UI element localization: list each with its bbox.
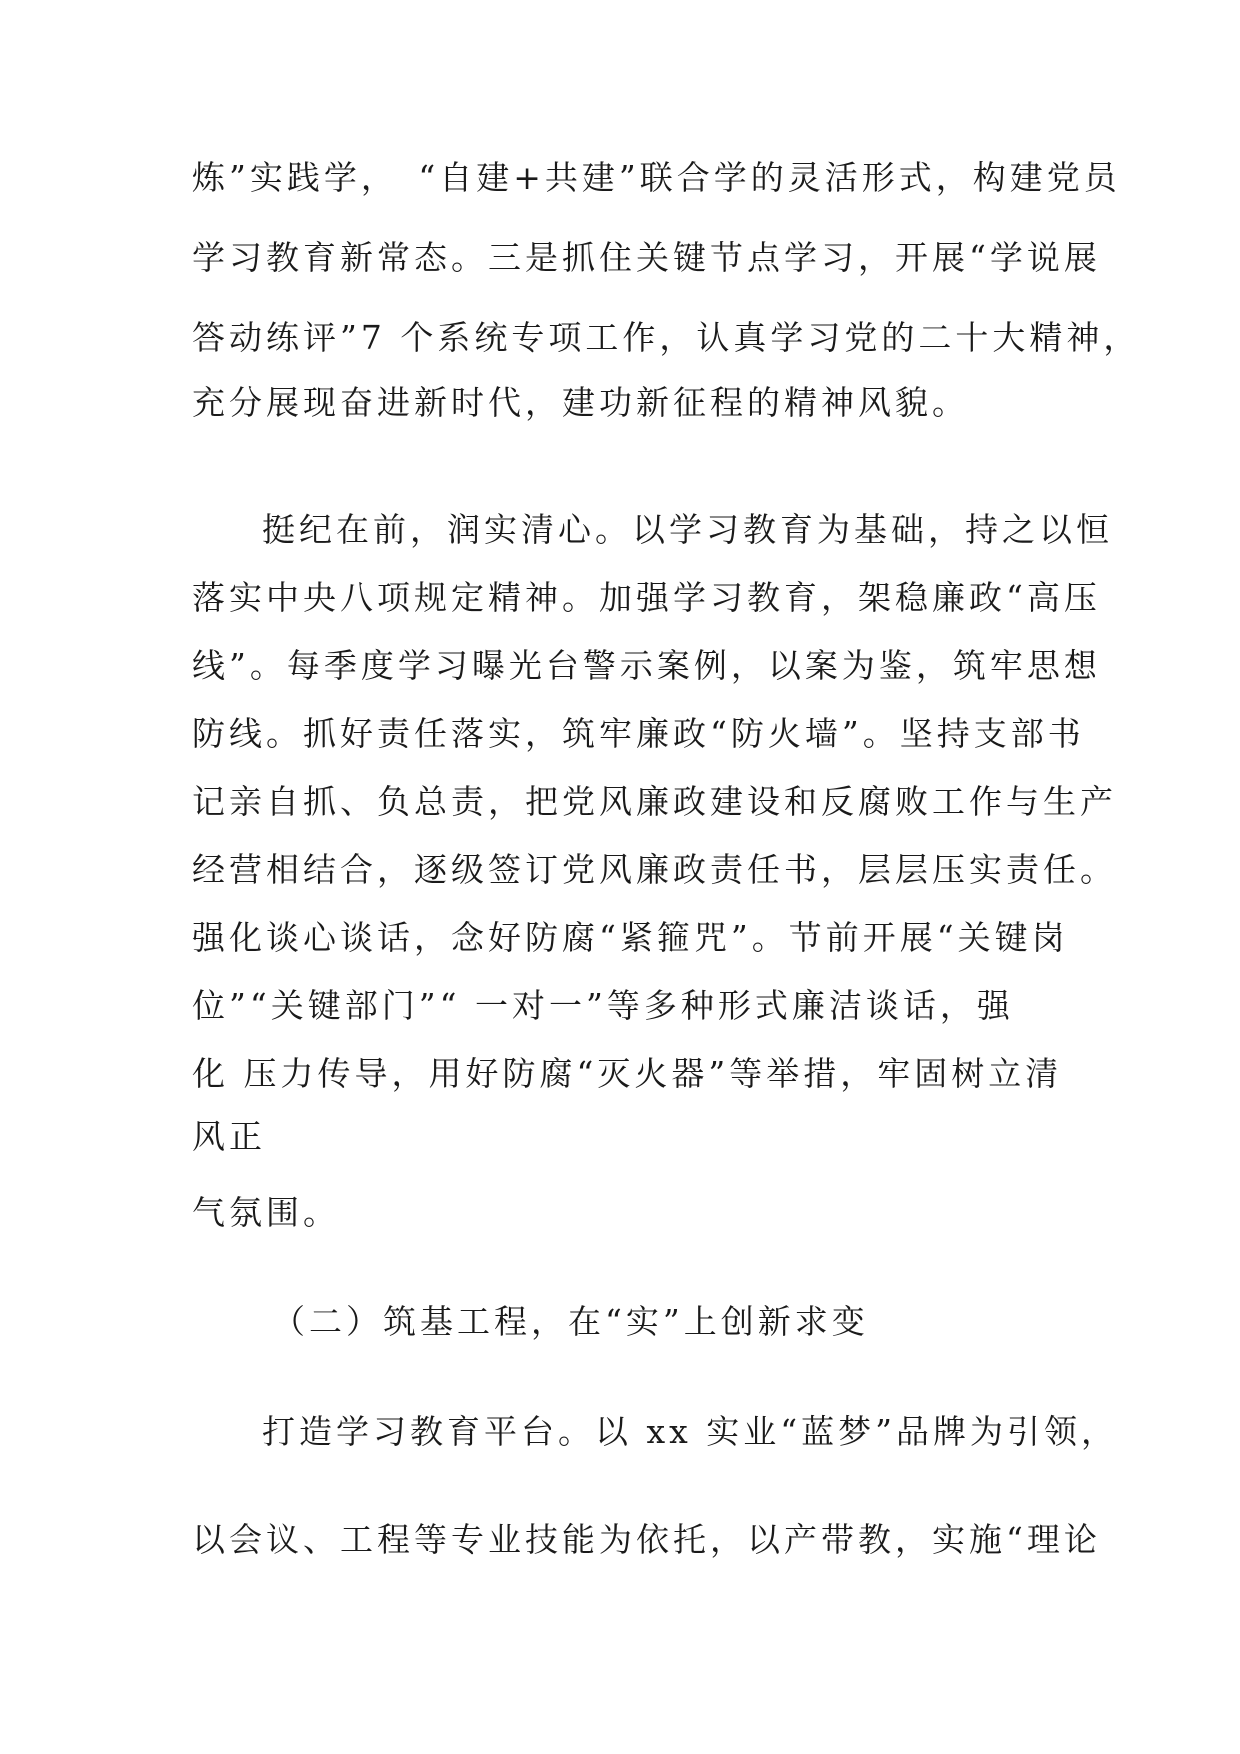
paragraph-line: 挺纪在前，润实清心。以学习教育为基础，持之以恒: [262, 510, 1113, 549]
paragraph-line: 充分展现奋进新时代，建功新征程的精神风貌。: [192, 383, 969, 422]
paragraph-line: 化 压力传导，用好防腐“灭火器”等举措，牢固树立清: [192, 1054, 1063, 1093]
paragraph-line: 气氛围。: [192, 1193, 340, 1232]
paragraph-line: 答动练评”7 个系统专项工作，认真学习党的二十大精神，: [192, 318, 1141, 357]
paragraph-line: 经营相结合，逐级签订党风廉政责任书，层层压实责任。: [192, 850, 1117, 889]
section-heading: （二）筑基工程，在“实”上创新求变: [272, 1302, 869, 1341]
paragraph-line: 落实中央八项规定精神。加强学习教育，架稳廉政“高压: [192, 578, 1101, 617]
paragraph-line: 炼”实践学， “自建+共建”联合学的灵活形式，构建党员: [192, 158, 1121, 197]
paragraph-line: 防线。抓好责任落实，筑牢廉政“防火墙”。坚持支部书: [192, 714, 1085, 753]
paragraph-line: 学习教育新常态。三是抓住关键节点学习，开展“学说展: [192, 238, 1101, 277]
paragraph-line: 强化谈心谈话，念好防腐“紧箍咒”。节前开展“关键岗: [192, 918, 1069, 957]
paragraph-line: 位”“关键部门”“ 一对一”等多种形式廉洁谈话，强: [192, 986, 1014, 1025]
paragraph-line: 风正: [192, 1117, 266, 1156]
paragraph-line: 记亲自抓、负总责，把党风廉政建设和反腐败工作与生产: [192, 782, 1117, 821]
paragraph-line: 线”。每季度学习曝光台警示案例，以案为鉴，筑牢思想: [192, 646, 1101, 685]
paragraph-line: 打造学习教育平台。以 xx 实业“蓝梦”品牌为引领，: [262, 1412, 1118, 1451]
paragraph-line: 以会议、工程等专业技能为依托，以产带教，实施“理论: [192, 1520, 1101, 1559]
